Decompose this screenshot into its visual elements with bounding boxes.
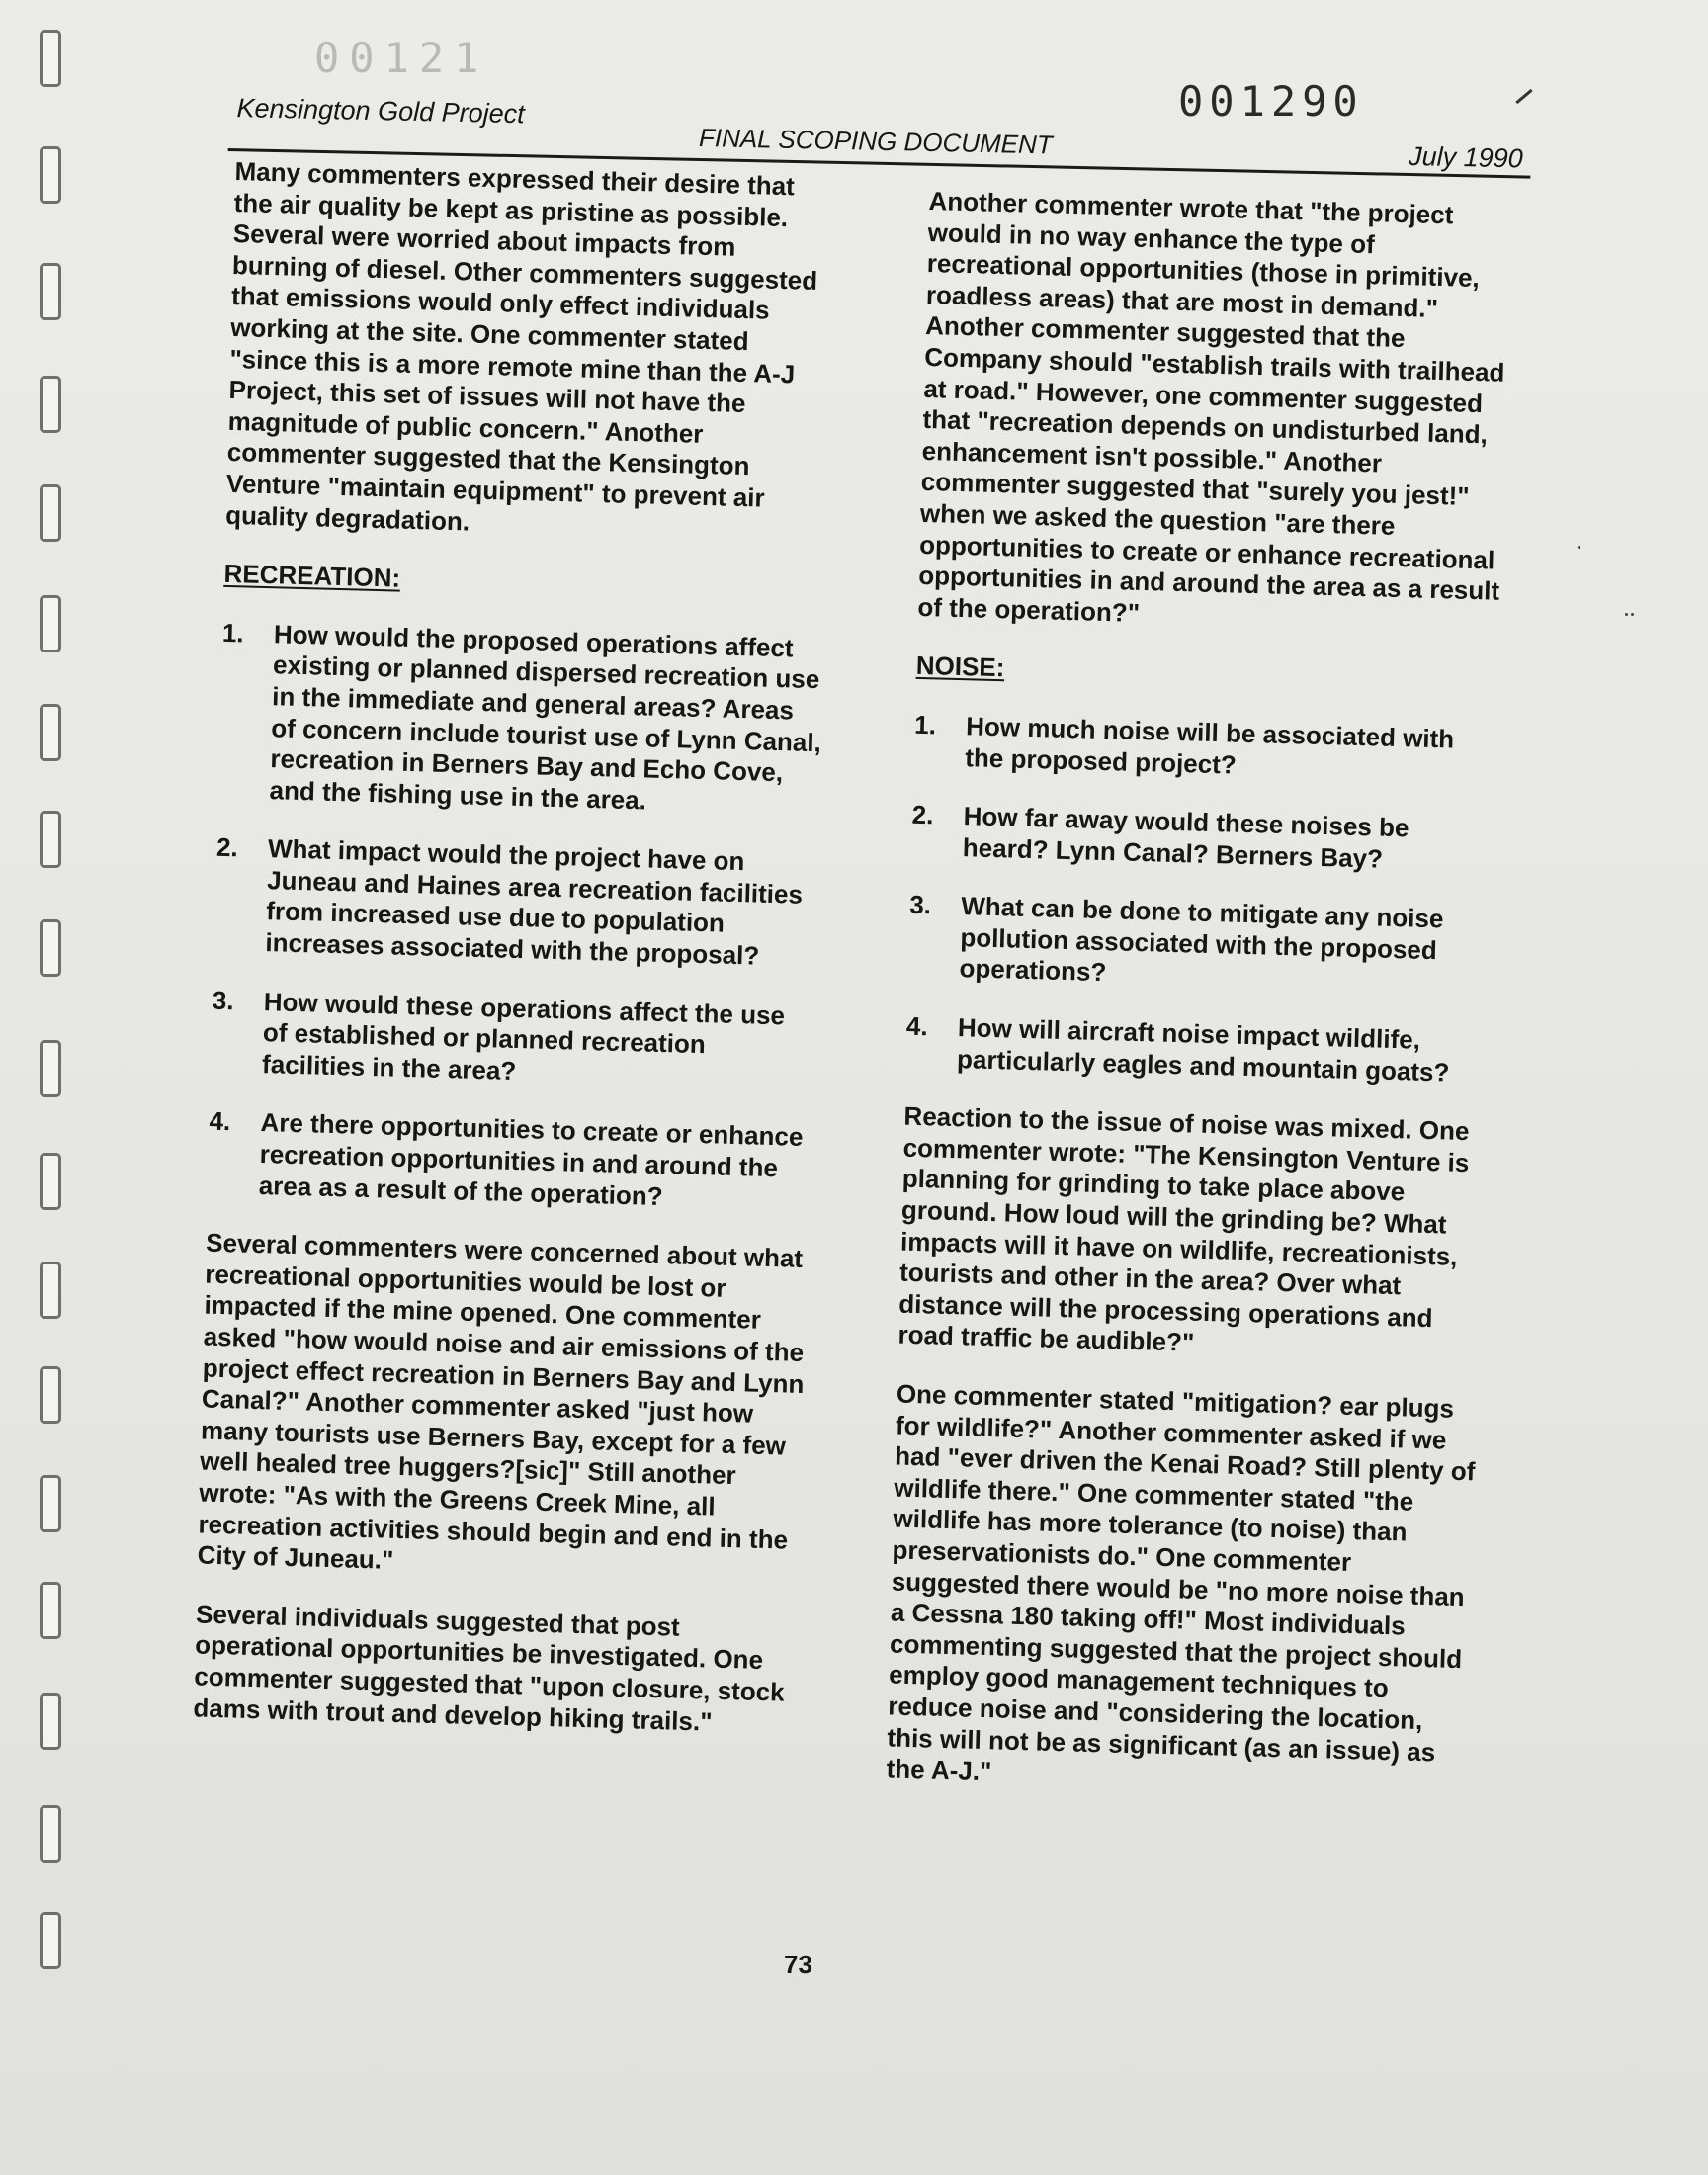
- question-number: 3.: [212, 985, 234, 1015]
- right-column: [886, 186, 1512, 1800]
- recreation-enhancement-paragraph: Another commenter wrote that "the project would in no way enhance the type of recreational opportunities (those in primitive, roadless areas) that are most in demand." Another commenter suggested that the Company should "establish trails with trailhead at road." However, one commenter suggested that "recreation depends on undisturbed land, enhancement isn't possible." Another commenter suggested that "surely you jest!" when we asked the question "are there opportunities to create or enhance recreational opportunities in and around the area as a result of the operation?": [917, 186, 1505, 628]
- speck: [1578, 546, 1580, 549]
- recreation-comments-paragraph: Several commenters were concerned about what recreational opportunities would be lost or impacted if the mine opened. One commenter asked "how would noise and air emissions of the project effect recreation in Berners Bay and Lynn Canal?" Another commenter asked "just how many tourists use Berners Bay, except for a few well healed tree huggers?[sic]" Still another wrote: "As with the Greens Creek Mine, all recreation activities should begin and end in the City of Juneau.": [197, 1227, 805, 1576]
- punch-hole: [40, 811, 61, 868]
- left-column: [193, 156, 838, 1740]
- question-text: How much noise will be associated with the proposed project?: [964, 711, 1455, 780]
- punch-hole: [40, 1040, 61, 1097]
- punch-hole: [40, 1366, 61, 1424]
- noise-mitigation-paragraph: One commenter stated "mitigation? ear plugs for wildlife?" Another commenter asked if we had "ever driven the Kenai Road? Still plenty of wildlife there." One commenter stated "the wildlife has more tolerance (to noise) than preservationists do." One commenter suggested there would be "no more noise than a Cessna 180 taking off!" Most individuals commenting suggested that the project should employ good management techniques to reduce noise and "considering the location, this will not be as significant (as an issue) as the A-J.": [886, 1378, 1476, 1786]
- punch-hole: [40, 1912, 61, 1969]
- noise-heading: NOISE:: [915, 651, 1005, 683]
- project-title: Kensington Gold Project: [236, 93, 525, 130]
- punch-hole: [40, 1582, 61, 1639]
- noise-question: [907, 890, 1493, 1000]
- punch-hole: [40, 919, 61, 977]
- punch-hole: [40, 263, 61, 320]
- question-number: 2.: [911, 799, 934, 830]
- pen-mark: [1515, 89, 1532, 104]
- question-number: 2.: [215, 832, 239, 863]
- page-number: 73: [784, 1950, 812, 1979]
- punch-hole: [40, 595, 61, 652]
- recreation-heading: RECREATION:: [223, 558, 401, 593]
- question-text: How would these operations affect the use of established or planned recreation facilities in the area?: [261, 986, 786, 1086]
- serial-number-stamp: 001290: [1178, 77, 1364, 126]
- question-number: 1.: [221, 617, 245, 649]
- recreation-question: [207, 1106, 811, 1216]
- punch-hole: [40, 704, 61, 761]
- punch-hole: [40, 1475, 61, 1532]
- document-title: FINAL SCOPING DOCUMENT: [698, 122, 1054, 160]
- question-number: 4.: [905, 1010, 929, 1042]
- punch-hole: [40, 1693, 61, 1750]
- question-text: How far away would these noises be heard? Lynn Canal? Berners Bay?: [962, 801, 1409, 874]
- punch-hole: [40, 1262, 61, 1319]
- air-quality-paragraph: Many commenters expressed their desire that the air quality be kept as pristine as possible. Several were worried about impacts from burning of diesel. Other commenters suggested that emissions would only effect individuals working at the site. One commenter stated "since this is a more remote mine than the A-J Project, this set of issues will not have the magnitude of public concern." Another commenter suggested that the Kensington Venture "maintain equipment" to prevent air quality degradation.: [224, 156, 818, 537]
- punch-hole: [40, 484, 61, 542]
- punch-hole: [40, 1805, 61, 1863]
- question-number: 4.: [209, 1106, 231, 1137]
- question-number: 1.: [913, 709, 937, 740]
- recreation-question: [217, 618, 825, 822]
- bleed-through-serial: 00121: [314, 34, 489, 82]
- speck: [1631, 613, 1634, 616]
- noise-reaction-paragraph: Reaction to the issue of noise was mixed. One commenter wrote: "The Kensington Venture is planning for grinding to take place above ground. How loud will the grinding be? What impacts will it have on wildlife, recreationists, tourists and other in the area? Over what distance will the processing operations and road traffic be audible?": [897, 1100, 1470, 1358]
- punch-hole: [40, 30, 61, 87]
- speck: [1625, 613, 1628, 616]
- question-text: What can be done to mitigate any noise pollution associated with the proposed operations?: [959, 891, 1444, 988]
- punch-hole: [40, 146, 61, 204]
- punch-hole: [40, 376, 61, 433]
- question-text: What impact would the project have on Juneau and Haines area recreation facilities from increased use due to population increases associated with the proposal?: [265, 833, 804, 971]
- punch-hole: [40, 1153, 61, 1210]
- question-text: How would the proposed operations affect existing or planned dispersed recreation use in the immediate and general areas? Areas of concern include tourist use of Lynn Canal, recreation in Berners Bay and Echo Cove, and the fishing use in the area.: [269, 618, 822, 816]
- question-number: 3.: [908, 890, 932, 920]
- question-text: Are there opportunities to create or enhance recreation opportunities in and around the area as a result of the operation?: [258, 1107, 804, 1211]
- recreation-question: [214, 832, 819, 974]
- post-operational-paragraph: Several individuals suggested that post operational opportunities be investigated. One commenter suggested that "upon closure, stock dams with trout and develop hiking trails.": [193, 1599, 786, 1737]
- question-text: How will aircraft noise impact wildlife, particularly eagles and mountain goats?: [956, 1012, 1450, 1088]
- document-date: July 1990: [1408, 141, 1524, 174]
- recreation-question: [211, 985, 815, 1094]
